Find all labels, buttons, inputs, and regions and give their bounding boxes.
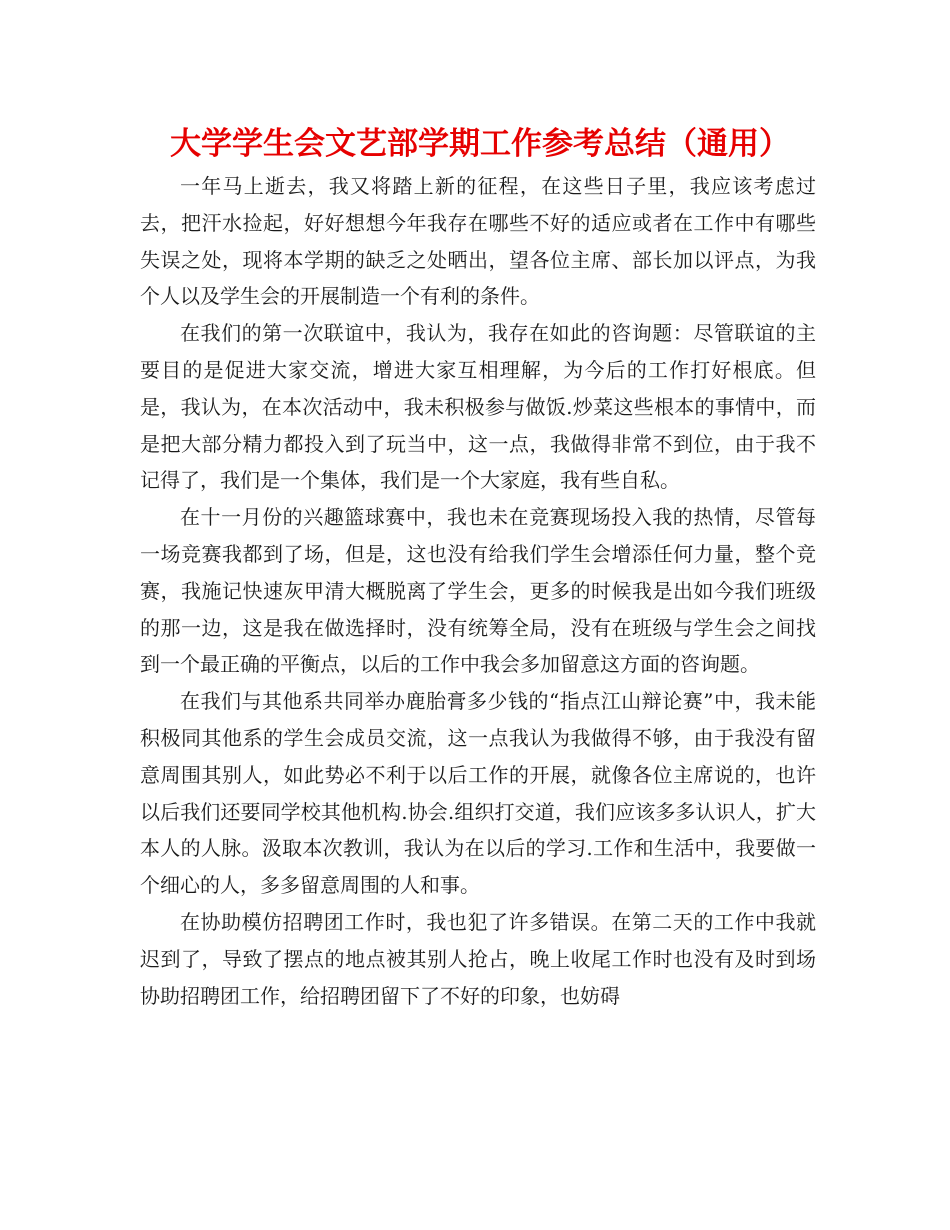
- paragraph-1: 一年马上逝去，我又将踏上新的征程，在这些日子里，我应该考虑过去，把汗水捡起，好好想想今年我存在哪些不好的适应或者在工作中有哪些失误之处，现将本学期的缺乏之处晒出，望各位主席、部长加以评点，为我个人以及学生会的开展制造一个有利的条件。: [140, 174, 816, 309]
- document-body: [140, 168, 816, 1014]
- paragraph-5: 在协助模仿招聘团工作时，我也犯了许多错误。在第二天的工作中我就迟到了，导致了摆点的地点被其别人抢占，晚上收尾工作时也没有及时到场协助招聘团工作，给招聘团留下了不好的印象，也妨碍: [140, 909, 816, 1008]
- paragraph-2: 在我们的第一次联谊中，我认为，我存在如此的咨询题：尽管联谊的主要目的是促进大家交流，增进大家互相理解，为今后的工作打好根底。但是，我认为，在本次活动中，我未积极参与做饭.炒菜这些根本的事情中，而是把大部分精力都投入到了玩当中，这一点，我做得非常不到位，由于我不记得了，我们是一个集体，我们是一个大家庭，我有些自私。: [140, 321, 816, 493]
- paragraph-4: 在我们与其他系共同举办鹿胎膏多少钱的“指点江山辩论赛”中，我未能积极同其他系的学生会成员交流，这一点我认为我做得不够，由于我没有留意周围其别人，如此势必不利于以后工作的开展，就像各位主席说的，也许以后我们还要同学校其他机构.协会.组织打交道，我们应该多多认识人，扩大本人的人脉。汲取本次教训，我认为在以后的学习.工作和生活中，我要做一个细心的人，多多留意周围的人和事。: [140, 689, 816, 898]
- paragraph-3: 在十一月份的兴趣篮球赛中，我也未在竞赛现场投入我的热情，尽管每一场竞赛我都到了场，但是，这也没有给我们学生会增添任何力量，整个竞赛，我施记快速灰甲清大概脱离了学生会，更多的时候我是出如今我们班级的那一边，这是我在做选择时，没有统筹全局，没有在班级与学生会之间找到一个最正确的平衡点，以后的工作中我会多加留意这方面的咨询题。: [140, 505, 816, 677]
- document-title: 大学学生会文艺部学期工作参考总结（通用）: [170, 126, 790, 162]
